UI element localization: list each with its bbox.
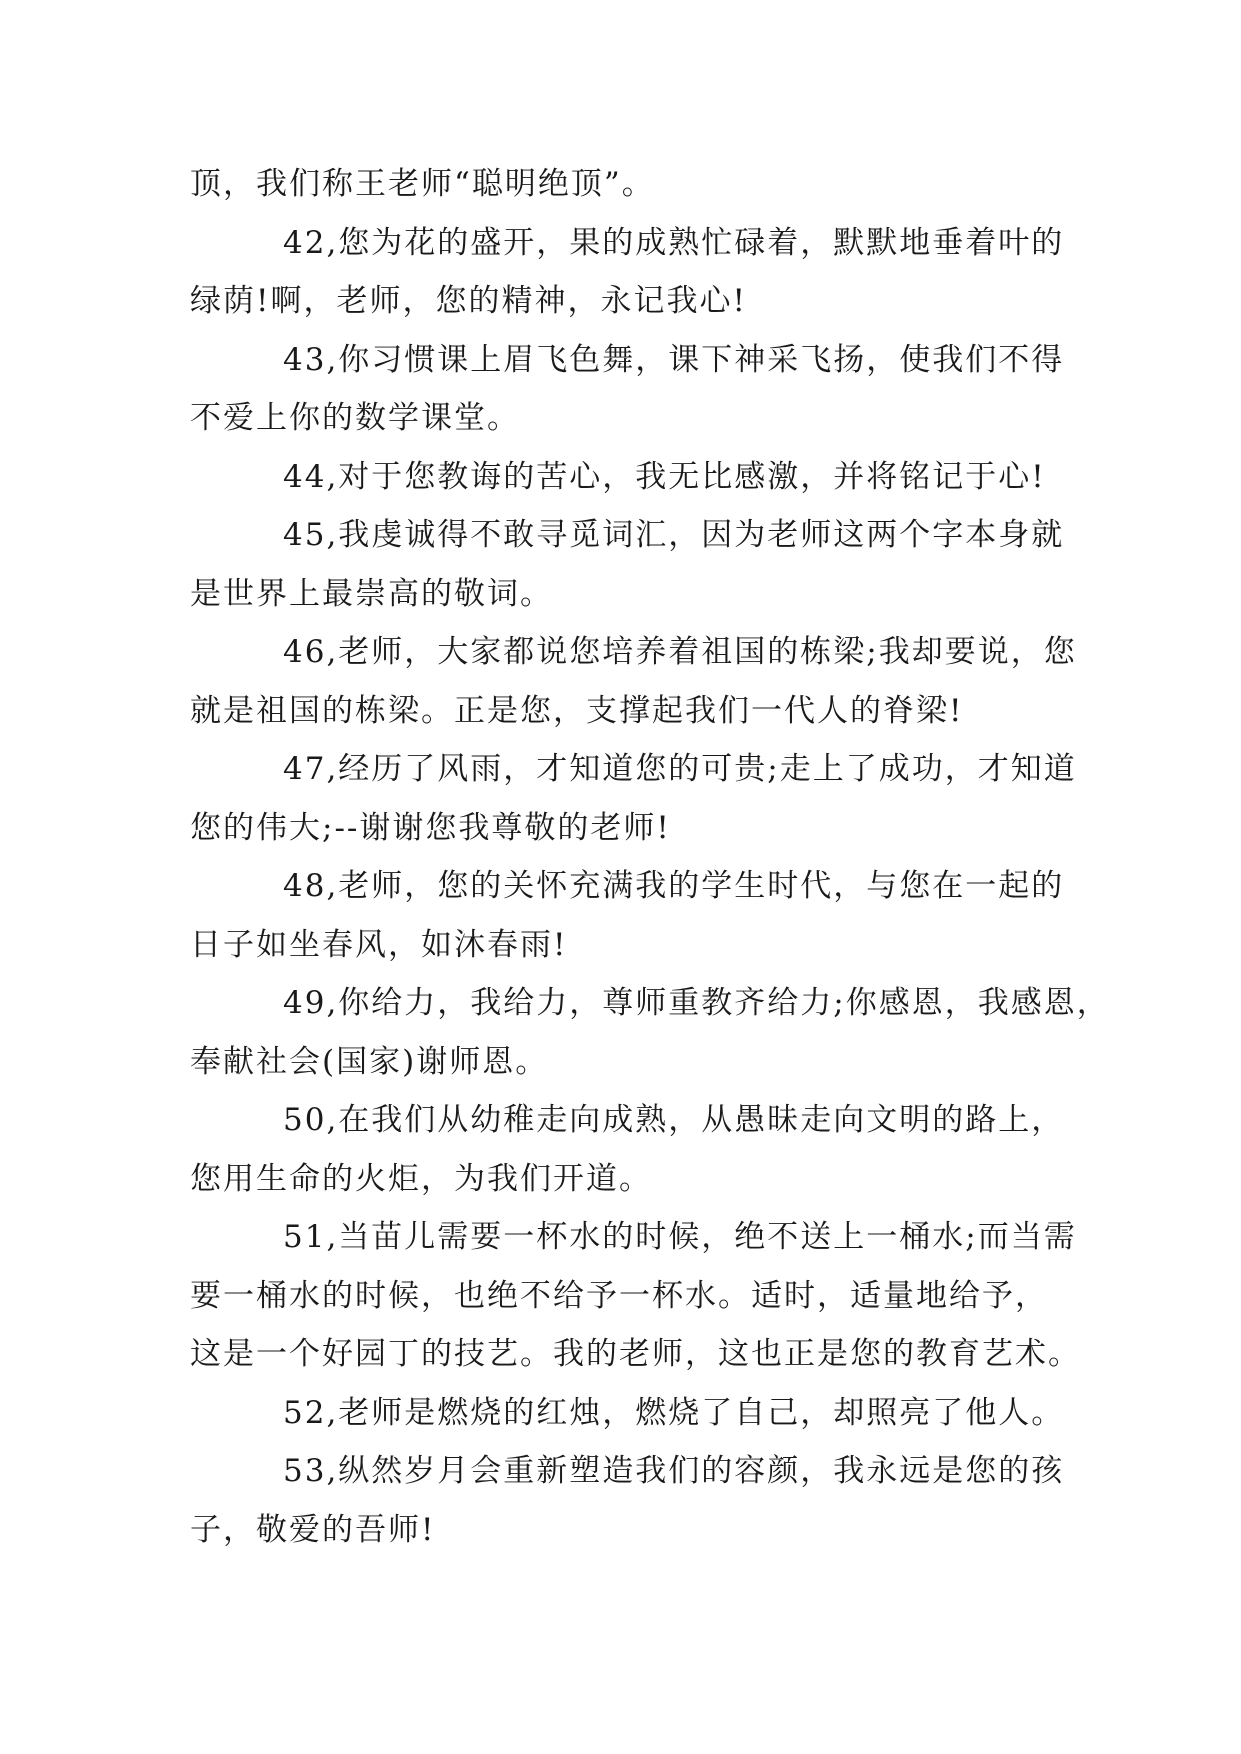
text-line: 子，敬爱的吾师! — [190, 1511, 436, 1548]
text-line: 就是祖国的栋梁。正是您，支撑起我们一代人的脊梁! — [190, 692, 964, 729]
text-line: 顶，我们称王老师“聪明绝顶”。 — [190, 166, 655, 202]
text-line: 50,在我们从幼稚走向成熟，从愚昧走向文明的路上， — [283, 1102, 1065, 1138]
text-line: 42,您为花的盛开，果的成熟忙碌着，默默地垂着叶的 — [283, 224, 1065, 261]
paragraph — [190, 1442, 1065, 1559]
text-line: 49,你给力，我给力，尊师重教齐给力;你感恩，我感恩， — [283, 985, 1110, 1021]
paragraph — [190, 1384, 1065, 1443]
text-line: 43,你习惯课上眉飞色舞，课下神采飞扬，使我们不得 — [283, 341, 1065, 378]
text-line: 这是一个好园丁的技艺。我的老师，这也正是您的教育艺术。 — [190, 1336, 1081, 1372]
text-line: 46,老师，大家都说您培养着祖国的栋梁;我却要说，您 — [283, 634, 1077, 670]
text-line: 绿荫!啊，老师，您的精神，永记我心! — [190, 283, 747, 319]
paragraph — [190, 155, 1050, 214]
text-line: 您的伟大;--谢谢您我尊敬的老师! — [190, 809, 671, 846]
text-line: 47,经历了风雨，才知道您的可贵;走上了成功，才知道 — [283, 751, 1077, 787]
paragraph — [190, 1208, 1081, 1384]
text-line: 51,当苗儿需要一杯水的时候，绝不送上一桶水;而当需 — [283, 1219, 1077, 1255]
text-line: 您用生命的火炬，为我们开道。 — [190, 1160, 652, 1197]
text-line: 45,我虔诚得不敢寻觅词汇，因为老师这两个字本身就 — [283, 517, 1065, 553]
paragraph — [190, 623, 1077, 740]
paragraph — [190, 506, 1065, 623]
text-line: 要一桶水的时候，也绝不给予一杯水。适时，适量地给予， — [190, 1277, 1048, 1314]
text-line: 52,老师是燃烧的红烛，燃烧了自己，却照亮了他人。 — [283, 1394, 1065, 1431]
document-body — [190, 155, 1110, 1559]
paragraph — [190, 1091, 1065, 1208]
paragraph — [190, 857, 1065, 974]
text-line: 48,老师，您的关怀充满我的学生时代，与您在一起的 — [283, 868, 1065, 904]
paragraph — [190, 331, 1065, 448]
paragraph — [190, 974, 1110, 1091]
paragraph — [190, 740, 1077, 857]
text-line: 日子如坐春风，如沐春雨! — [190, 926, 568, 963]
text-line: 是世界上最崇高的敬词。 — [190, 575, 553, 612]
text-line: 奉献社会(国家)谢师恩。 — [190, 1043, 549, 1080]
paragraph — [190, 214, 1065, 331]
text-line: 53,纵然岁月会重新塑造我们的容颜，我永远是您的孩 — [283, 1453, 1065, 1489]
text-line: 不爱上你的数学课堂。 — [190, 400, 520, 436]
text-line: 44,对于您教诲的苦心，我无比感激，并将铭记于心! — [283, 458, 1046, 495]
paragraph — [190, 448, 1050, 507]
